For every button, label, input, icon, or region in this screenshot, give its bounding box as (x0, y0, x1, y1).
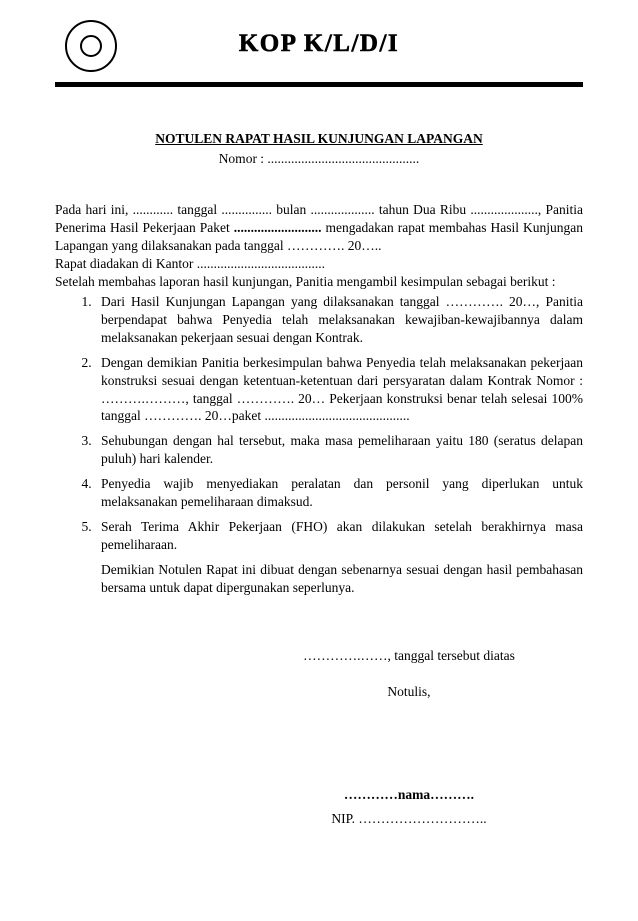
signature-role: Notulis, (387, 683, 431, 699)
circular-seal-icon (65, 20, 117, 72)
intro-part2: mengadakan rapat membahas Hasil Kunjungan Lapangan yang dilaksanakan pada tanggal …………. 20….. (55, 219, 583, 253)
conclusion-list (55, 293, 583, 554)
letterhead-divider (55, 82, 583, 87)
signature-nip: NIP. ……………………….. (331, 810, 487, 826)
meeting-location-line: Rapat diadakan di Kantor ...................................... (55, 255, 325, 271)
signature-place-date: ………….……, tanggal tersebut diatas (303, 648, 515, 664)
page-title: NOTULEN RAPAT HASIL KUNJUNGAN LAPANGAN (155, 131, 483, 146)
document-number: Nomor : ............................................. (218, 151, 420, 166)
intro-paragraph (55, 201, 583, 255)
list-item: 5. Serah Terima Akhir Pekerjaan (FHO) akan dilakukan setelah berakhirnya masa pemeliharaan. (95, 518, 583, 554)
signature-block (55, 645, 583, 829)
document-body (55, 201, 583, 291)
closing-paragraph: Demikian Notulen Rapat ini dibuat dengan sebenarnya sesuai dengan hasil pembahasan bersama untuk dapat dipergunakan seperlunya. (101, 562, 583, 596)
letterhead-title: KOP K/L/D/I (238, 30, 400, 57)
signature-inner (303, 645, 515, 829)
intro-paket-blank: .......................... (233, 219, 322, 235)
list-item: 3. Sehubungan dengan hal tersebut, maka masa pemeliharaan yaitu 180 (seratus delapan puluh) hari kalender. (95, 432, 583, 468)
list-item: 2. Dengan demikian Panitia berkesimpulan bahwa Penyedia telah melaksanakan pekerjaan konstruksi sesuai dengan ketentuan-ketentuan dari persyaratan dalam Kontrak Nomor : ……….………, tanggal …………. 20… Pekerjaan konstruksi benar telah selesai 100% tanggal …………. 20…paket ........................................... (95, 354, 583, 426)
letterhead (55, 18, 583, 76)
conclusion-lead-line: Setelah membahas laporan hasil kunjungan, Panitia mengambil kesimpulan sebagai berikut : (55, 273, 556, 289)
intro-part1: Pada hari ini, ............ tanggal ............... bulan ................... tahun Dua Ribu ...................., Panitia Penerima Hasil Pekerjaan Paket (55, 202, 583, 235)
list-item: 4. Penyedia wajib menyediakan peralatan dan personil yang diperlukan untuk melaksanakan pemeliharaan dimaksud. (95, 475, 583, 511)
list-item: 1. Dari Hasil Kunjungan Lapangan yang dilaksanakan tanggal …………. 20…, Panitia berpendapat bahwa Penyedia telah melaksanakan kewajiban-kewajibannya dalam melaksanakan pekerjaan sesuai dengan Kontrak. (95, 293, 583, 347)
signature-name: …………nama………. (343, 787, 475, 803)
document-page (0, 18, 638, 921)
